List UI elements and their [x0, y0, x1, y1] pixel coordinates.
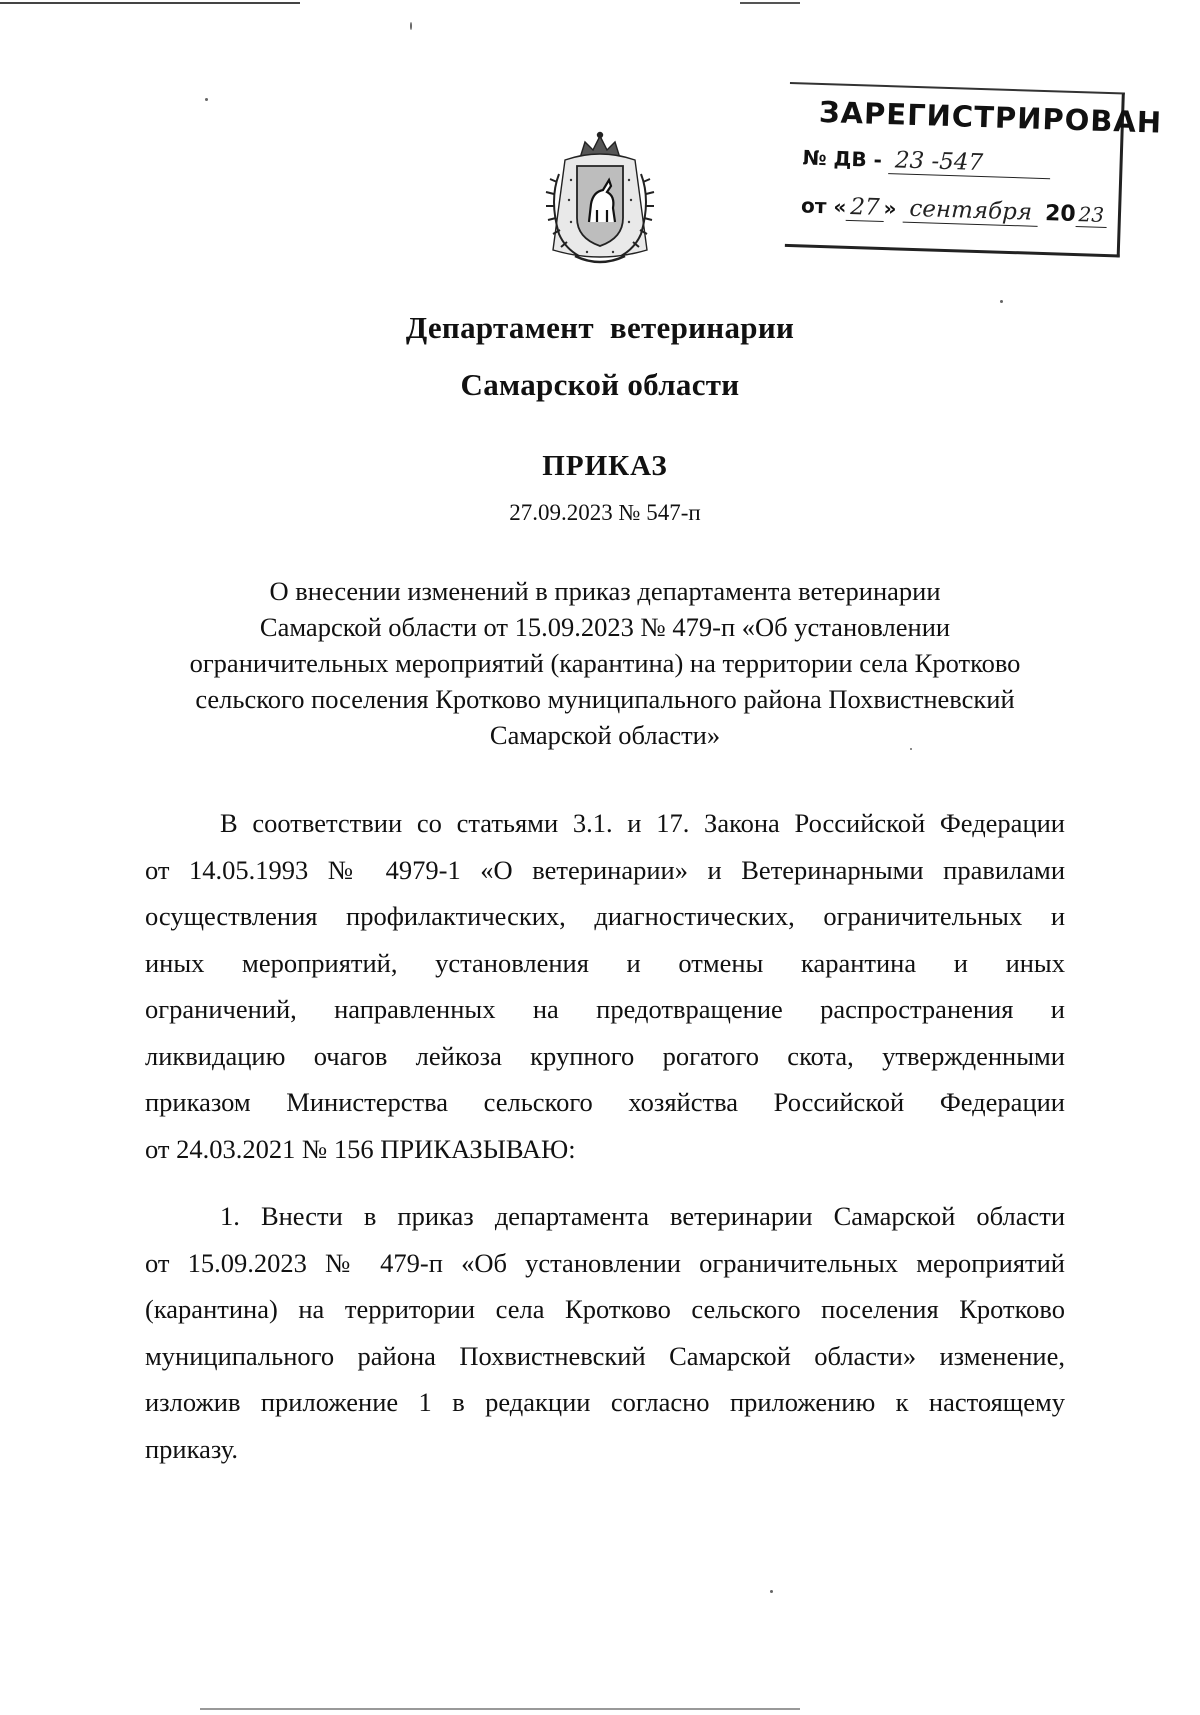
- stamp-date-year-prefix: 20: [1044, 201, 1077, 228]
- registration-stamp: [785, 82, 1163, 257]
- body-line: иных мероприятий, установления и отмены карантина и иных: [145, 947, 1065, 978]
- scan-artifact-line: [740, 2, 800, 4]
- document-type-title: ПРИКАЗ: [542, 450, 668, 482]
- stamp-date-year-suffix: 23: [1075, 202, 1107, 228]
- stamp-number-value: 23 -547: [888, 147, 1051, 179]
- document-date-number: 27.09.2023 № 547-п: [509, 500, 701, 525]
- body-line: от 14.05.1993 № 4979-1 «О ветеринарии» и Ветеринарными правилами: [145, 854, 1065, 885]
- stamp-number-row: [802, 144, 1051, 179]
- subject-line: сельского поселения Кротково муниципального района Похвистневский: [195, 684, 1015, 714]
- subject-line: О внесении изменений в приказ департамента ветеринарии: [269, 576, 941, 606]
- stamp-title: ЗАРЕГИСТРИРОВАН: [818, 94, 1163, 140]
- subject-line: Самарской области от 15.09.2023 № 479-п «Об установлении: [259, 612, 951, 642]
- subject-line: Самарской области»: [489, 720, 721, 750]
- stamp-date-row: [801, 192, 1108, 229]
- department-name-line1: Департамент ветеринарии: [405, 310, 795, 345]
- body-line: муниципального района Похвистневский Самарской области» изменение,: [145, 1340, 1065, 1371]
- stamp-date-month: сентября: [903, 196, 1038, 227]
- scan-artifact-line: [0, 2, 300, 4]
- body-line: изложив приложение 1 в редакции согласно приложению к настоящему: [145, 1387, 1065, 1417]
- stamp-date-day: 27: [846, 194, 884, 222]
- body-line: В соответствии со статьями 3.1. и 17. Закона Российской Федерации: [220, 808, 1065, 838]
- body-line: осуществления профилактических, диагностических, ограничительных и: [145, 901, 1065, 931]
- body-line: 1. Внести в приказ департамента ветеринарии Самарской области: [220, 1201, 1065, 1231]
- document-subject: [140, 573, 1070, 753]
- stamp-number-prefix: № ДВ -: [802, 145, 883, 172]
- subject-line: ограничительных мероприятий (карантина) на территории села Кротково: [189, 648, 1021, 678]
- body-line: ликвидацию очагов лейкоза крупного рогатого скота, утвержденными: [145, 1040, 1065, 1071]
- stamp-date-prefix: от «: [800, 193, 847, 219]
- scan-speck: [1000, 300, 1003, 303]
- scan-speck: [205, 98, 208, 101]
- order-item-1-paragraph: [145, 1193, 1065, 1472]
- samara-coat-of-arms-icon: [535, 130, 665, 270]
- body-line: приказом Министерства сельского хозяйства Российской Федерации: [145, 1087, 1065, 1117]
- stamp-date-mid: »: [883, 196, 897, 221]
- body-line: от 24.03.2021 № 156 ПРИКАЗЫВАЮ:: [145, 1133, 576, 1164]
- body-line: приказу.: [145, 1433, 238, 1464]
- body-line: от 15.09.2023 № 479-п «Об установлении ограничительных мероприятий: [145, 1247, 1065, 1278]
- department-name-line2: Самарской области: [460, 367, 740, 402]
- preamble-paragraph: [145, 800, 1065, 1172]
- scan-speck: [770, 1590, 773, 1593]
- body-line: (карантина) на территории села Кротково сельского поселения Кротково: [145, 1294, 1065, 1324]
- scan-speck: [410, 22, 412, 30]
- body-line: ограничений, направленных на предотвращение распространения и: [145, 994, 1065, 1024]
- scan-artifact-line: [200, 1708, 800, 1710]
